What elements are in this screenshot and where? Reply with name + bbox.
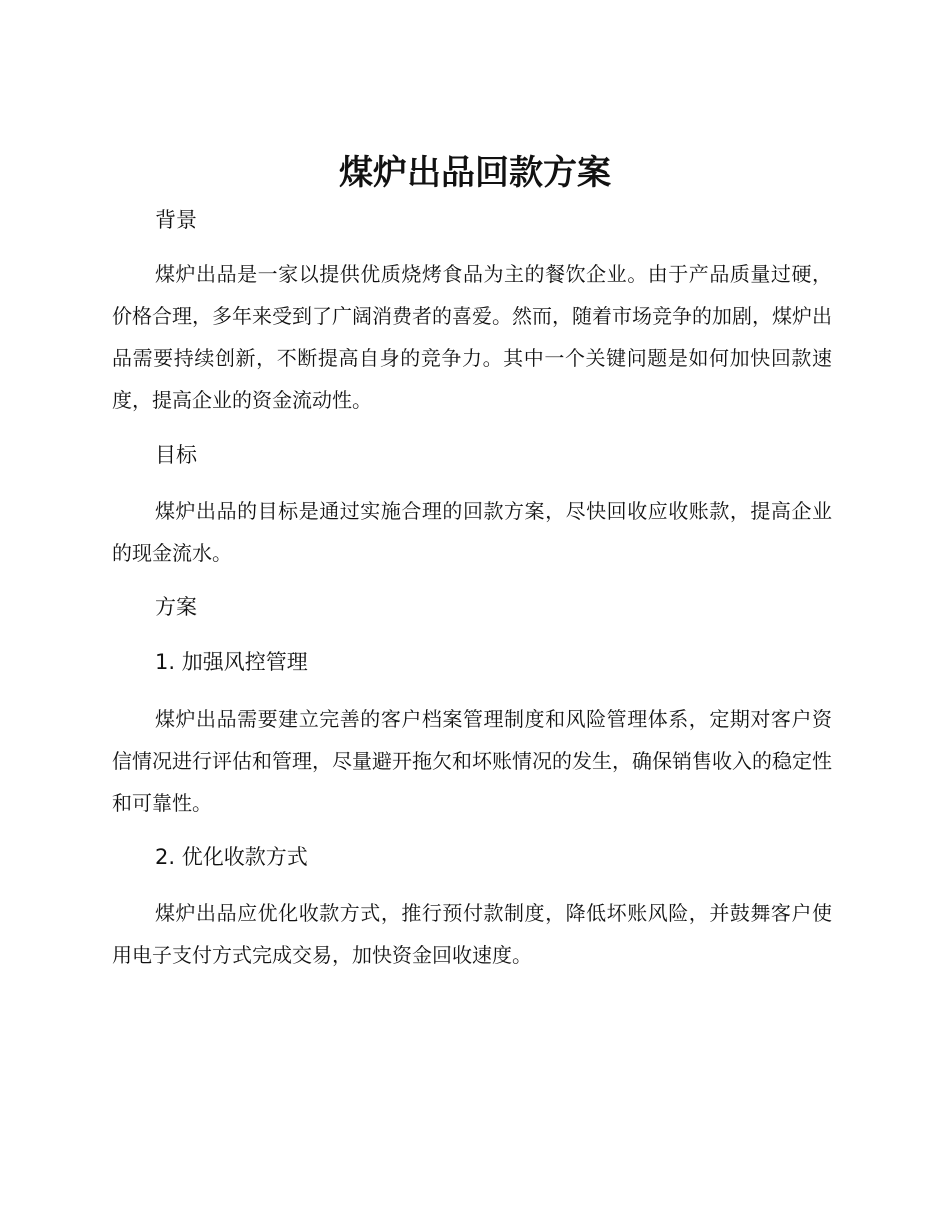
paragraph-payment-methods: 煤炉出品应优化收款方式，推行预付款制度，降低坏账风险，并鼓舞客户使用电子支付方式完成交易，加快资金回收速度。 <box>112 901 832 967</box>
paragraph-goal: 煤炉出品的目标是通过实施合理的回款方案，尽快回收应收账款，提高企业的现金流水。 <box>112 499 832 565</box>
section-heading-plan: 方案 <box>155 595 197 619</box>
section-heading-goal: 目标 <box>155 443 197 467</box>
section-heading-background: 背景 <box>155 208 197 232</box>
subsection-heading-payment-methods: 2. 优化收款方式 <box>155 845 308 869</box>
paragraph-background: 煤炉出品是一家以提供优质烧烤食品为主的餐饮企业。由于产品质量过硬，价格合理，多年来受到了广阔消费者的喜爱。然而，随着市场竞争的加剧，煤炉出品需要持续创新，不断提高自身的竞争力。其中一个关键问题是如何加快回款速度，提高企业的资金流动性。 <box>112 262 832 412</box>
subsection-heading-risk-control: 1. 加强风控管理 <box>155 650 308 674</box>
paragraph-risk-control: 煤炉出品需要建立完善的客户档案管理制度和风险管理体系，定期对客户资信情况进行评估和管理，尽量避开拖欠和坏账情况的发生，确保销售收入的稳定性和可靠性。 <box>112 707 832 815</box>
document-title: 煤炉出品回款方案 <box>339 153 611 193</box>
